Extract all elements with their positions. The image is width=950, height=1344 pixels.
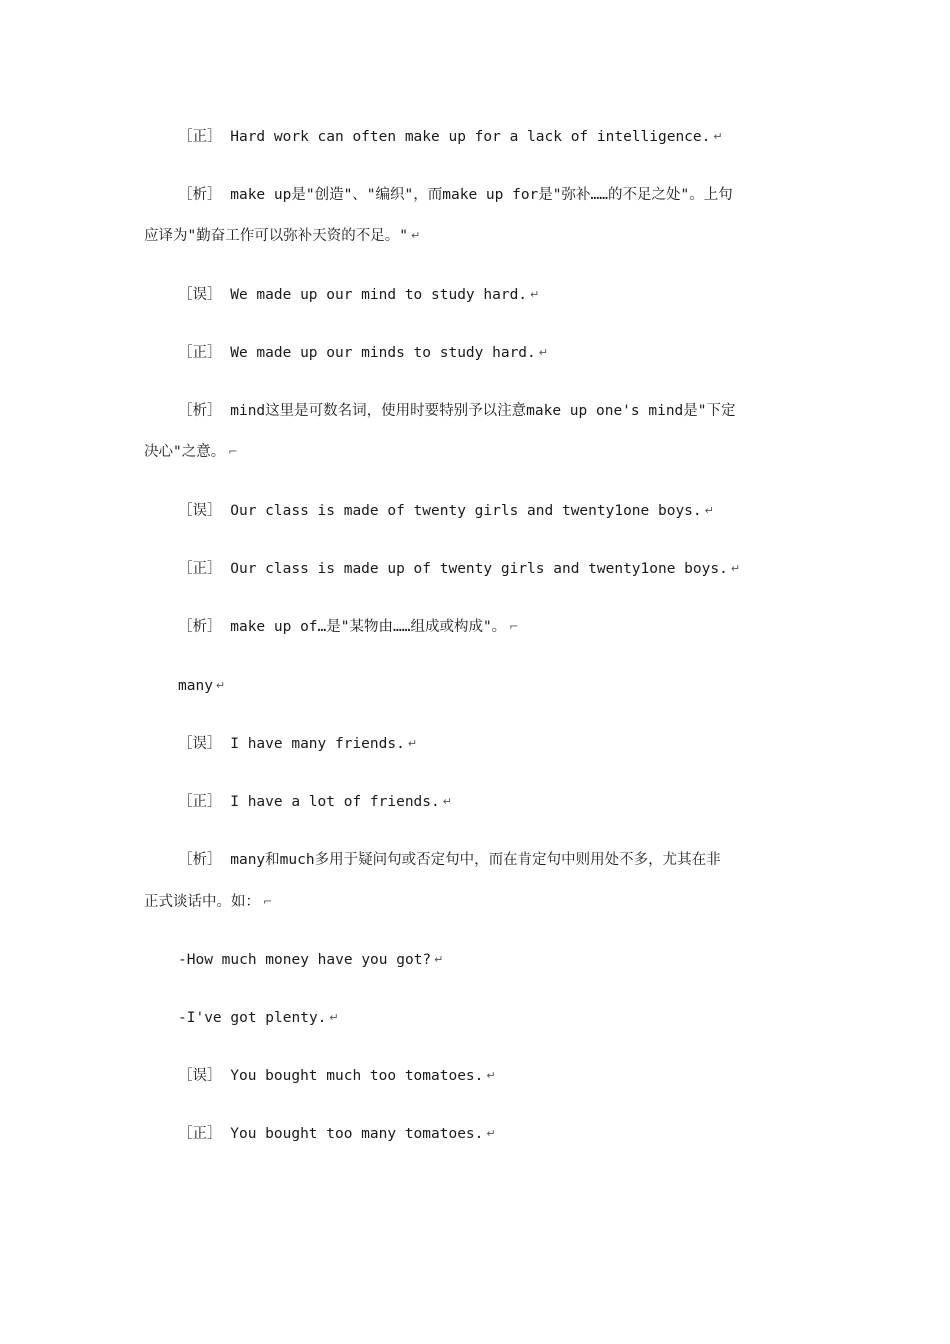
paragraph-mark-icon: ↵ [486,1069,496,1082]
line-text: many [178,678,213,694]
line-text: ［析］ mind这里是可数名词，使用时要特别予以注意make up one's mind是"下定 [178,403,736,419]
line-text: ［析］ many和much多用于疑问句或否定句中，而在肯定句中则用处不多，尤其在非 [178,852,721,868]
paragraph-mark-icon: ↵ [704,504,714,517]
line-text: ［正］ You bought too many tomatoes. [178,1126,484,1142]
section-mark-icon: ⌐ [263,895,273,908]
line-text: ［误］ Our class is made of twenty girls and twenty1one boys. [178,503,702,519]
paragraph-mark-icon: ↵ [442,795,452,808]
paragraph-mark-icon: ↵ [410,229,421,242]
paragraph-mark-icon: ↵ [434,953,444,966]
section-mark-icon: ⌐ [509,620,519,633]
line-text: 正式谈话中。如： [144,894,260,910]
text-line [178,792,452,812]
paragraph-mark-icon: ↵ [329,1011,339,1024]
paragraph-mark-icon: ↵ [538,346,548,359]
line-text: ［正］ I have a lot of friends. [178,794,440,810]
text-line [178,950,443,970]
text-line [178,127,723,147]
line-text: ［误］ You bought much too tomatoes. [178,1068,484,1084]
text-line [178,734,417,754]
text-line [178,343,548,363]
line-text: -I've got plenty. [178,1010,327,1026]
paragraph-mark-icon: ↵ [730,562,741,575]
text-line [144,226,420,246]
paragraph-mark-icon: ↵ [486,1127,496,1140]
text-line [178,501,714,521]
text-line [178,185,733,205]
line-text: 应译为"勤奋工作可以弥补天资的不足。" [144,228,408,244]
text-line [178,1008,339,1028]
paragraph-mark-icon: ↵ [530,288,540,301]
line-text: ［误］ We made up our mind to study hard. [178,287,528,303]
line-text: ［误］ I have many friends. [178,736,405,752]
text-line [178,401,736,421]
text-line [178,617,518,637]
paragraph-mark-icon: ↵ [215,679,226,692]
line-text: ［正］ Our class is made up of twenty girls and twenty1one boys. [178,561,728,577]
line-text: ［析］ make up是"创造"、"编织"，而make up for是"弥补……的不足之处"。上句 [178,187,733,203]
line-text: -How much money have you got? [178,952,432,968]
line-text: 决心"之意。 [144,444,226,460]
line-text: ［正］ We made up our minds to study hard. [178,345,536,361]
line-text: ［正］ Hard work can often make up for a lack of intelligence. [178,129,711,145]
text-line [178,850,721,870]
text-line [144,442,237,462]
paragraph-mark-icon: ↵ [407,737,418,750]
section-mark-icon: ⌐ [228,445,238,458]
text-line [178,559,740,579]
text-line [178,1066,496,1086]
text-line [178,676,225,696]
paragraph-mark-icon: ↵ [713,130,723,143]
line-text: ［析］ make up of…是"某物由……组成或构成"。 [178,619,507,635]
text-line [144,892,272,912]
text-line [178,1124,496,1144]
text-line [178,285,539,305]
